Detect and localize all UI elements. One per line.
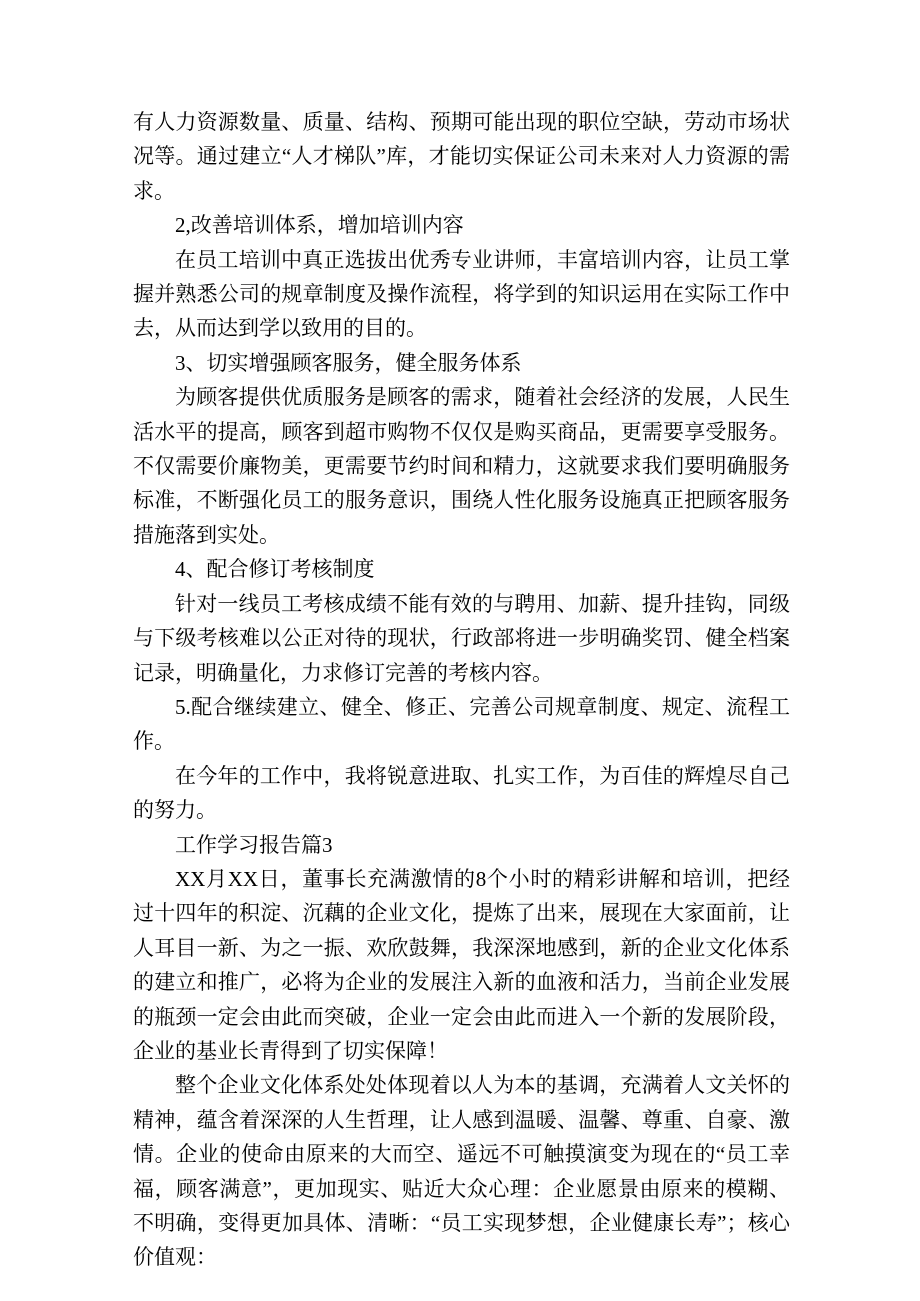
paragraph: 整个企业文化体系处处体现着以人为本的基调，充满着人文关怀的精神，蕴含着深深的人生哲理，让人感到温暖、温馨、尊重、自豪、激情。企业的使命由原来的大而空、遥远不可触摸演变为现在的“员工幸福，顾客满意”，更加现实、贴近大众心理：企业愿景由原来的模糊、不明确，变得更加具体、清晰：“员工实现梦想，企业健康长寿”；核心价值观： <box>133 1073 790 1270</box>
paragraph: 3、切实增强顾客服务，健全服务体系 <box>175 350 522 375</box>
paragraph: 4、配合修订考核制度 <box>175 557 375 582</box>
paragraph: 为顾客提供优质服务是顾客的需求，随着社会经济的发展，人民生活水平的提高，顾客到超市购物不仅仅是购买商品，更需要享受服务。不仅需要价廉物美，更需要节约时间和精力，这就要求我们要明确服务标准，不断强化员工的服务意识，围绕人性化服务设施真正把顾客服务措施落到实处。 <box>133 385 790 547</box>
paragraph: 5.配合继续建立、健全、修正、完善公司规章制度、规定、流程工作。 <box>133 694 790 754</box>
paragraph: 在员工培训中真正选拔出优秀专业讲师，丰富培训内容，让员工掌握并熟悉公司的规章制度及操作流程，将学到的知识运用在实际工作中去，从而达到学以致用的目的。 <box>133 247 790 341</box>
document-content <box>133 105 790 1275</box>
paragraph: 针对一线员工考核成绩不能有效的与聘用、加薪、提升挂钩，同级与下级考核难以公正对待的现状，行政部将进一步明确奖罚、健全档案记录，明确量化，力求修订完善的考核内容。 <box>133 591 790 685</box>
paragraph: 2,改善培训体系，增加培训内容 <box>175 213 464 238</box>
paragraph: XX月XX日，董事长充满激情的8个小时的精彩讲解和培训，把经过十四年的积淀、沉藕的企业文化，提炼了出来，展现在大家面前，让人耳目一新、为之一振、欢欣鼓舞，我深深地感到，新的企业文化体系的建立和推广，必将为企业的发展注入新的血液和活力，当前企业发展的瓶颈一定会由此而突破，企业一定会由此而进入一个新的发展阶段，企业的基业长青得到了切实保障！ <box>133 866 790 1063</box>
paragraph: 在今年的工作中，我将锐意进取、扎实工作，为百佳的辉煌尽自己的努力。 <box>133 763 790 823</box>
paragraph: 工作学习报告篇3 <box>175 832 333 857</box>
paragraph: 有人力资源数量、质量、结构、预期可能出现的职位空缺，劳动市场状况等。通过建立“人才梯队”库，才能切实保证公司未来对人力资源的需求。 <box>133 110 790 203</box>
